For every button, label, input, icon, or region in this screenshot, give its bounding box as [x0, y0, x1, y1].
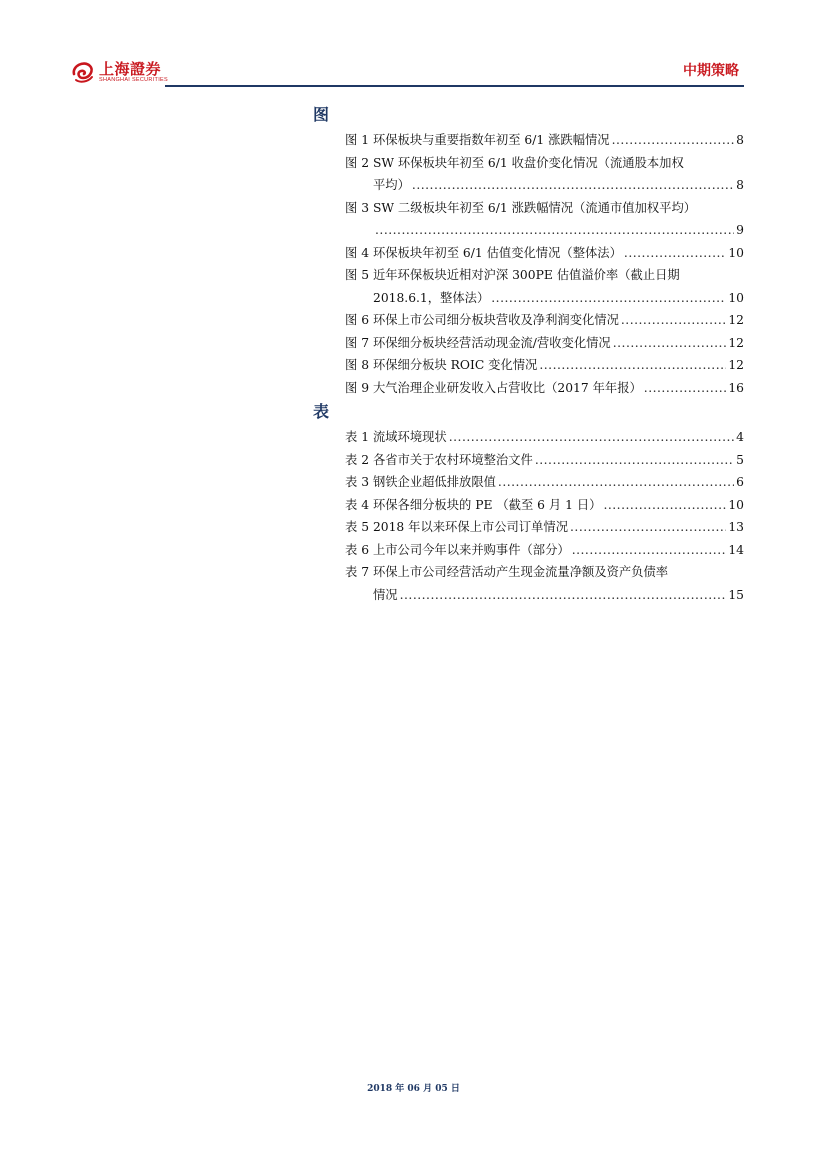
- figure-entry-title: 图 9 大气治理企业研发收入占营收比（2017 年年报）: [345, 380, 642, 395]
- figure-entry-title: 图 7 环保细分板块经营活动现金流/营收变化情况: [345, 335, 611, 350]
- table-page-number: 13: [728, 520, 744, 534]
- table-entry-line: [345, 584, 744, 607]
- dot-leader: [498, 471, 734, 494]
- figure-entry[interactable]: [345, 354, 744, 377]
- figure-entry[interactable]: [345, 242, 744, 265]
- figure-entry-title: 图 3 SW 二级板块年初至 6/1 涨跌幅情况（流通市值加权平均）: [345, 200, 697, 215]
- table-entry-title: 表 1 流域环境现状: [345, 430, 447, 444]
- figure-entry-title: 2018.6.1，整体法）: [373, 290, 490, 305]
- figure-entry-line: [345, 129, 744, 152]
- figure-entry-line: [345, 354, 744, 377]
- table-entry-line: [345, 426, 744, 449]
- table-entry-title: 表 3 钢铁企业超低排放限值: [345, 475, 496, 489]
- dot-leader: [375, 219, 734, 242]
- dot-leader: [613, 332, 727, 355]
- figure-entry-line: [345, 332, 744, 355]
- table-entry-title: 表 7 环保上市公司经营活动产生现金流量净额及资产负债率: [345, 565, 669, 579]
- table-entry[interactable]: [345, 561, 744, 606]
- dot-leader: [570, 516, 726, 539]
- table-entry[interactable]: [345, 494, 744, 517]
- dot-leader: [535, 449, 734, 472]
- dot-leader: [624, 242, 726, 265]
- figure-entry-title: 图 6 环保上市公司细分板块营收及净利润变化情况: [345, 313, 619, 327]
- figure-page-number: 8: [736, 133, 744, 147]
- figure-entry[interactable]: [345, 129, 744, 152]
- page-header: [0, 0, 827, 100]
- table-entry[interactable]: [345, 516, 744, 539]
- figure-entry[interactable]: [345, 309, 744, 332]
- dot-leader: [491, 287, 726, 310]
- figure-entry-line: [345, 197, 744, 220]
- figure-entry-line: [345, 219, 744, 242]
- figure-entry-line: [345, 152, 744, 175]
- figure-page-number: 10: [728, 290, 744, 305]
- table-entry[interactable]: [345, 471, 744, 494]
- figure-entry-title: 图 2 SW 环保板块年初至 6/1 收盘价变化情况（流通股本加权: [345, 155, 684, 170]
- header-divider: [165, 85, 744, 87]
- figure-page-number: 9: [736, 223, 744, 237]
- figure-entry-line: [345, 287, 744, 310]
- table-page-number: 5: [736, 452, 744, 467]
- table-entry[interactable]: [345, 426, 744, 449]
- figure-page-number: 12: [728, 358, 744, 372]
- dot-leader: [572, 539, 727, 562]
- table-entry-title: 表 6 上市公司今年以来并购事件（部分）: [345, 542, 570, 557]
- dot-leader: [612, 129, 735, 152]
- logo-english-name: SHANGHAI SECURITIES: [99, 76, 168, 83]
- figure-entry[interactable]: [345, 332, 744, 355]
- figure-entry-line: [345, 264, 744, 287]
- table-entry-title: 情况: [373, 587, 398, 602]
- figure-entry-line: [345, 174, 744, 197]
- figure-entry-line: [345, 242, 744, 265]
- table-page-number: 14: [728, 542, 744, 557]
- table-entry-line: [345, 494, 744, 517]
- figures-list: [314, 129, 744, 399]
- table-entry-line: [345, 561, 744, 584]
- figure-entry-title: 图 4 环保板块年初至 6/1 估值变化情况（整体法）: [345, 245, 622, 260]
- tables-list: [314, 426, 744, 606]
- table-entry-title: 表 2 各省市关于农村环境整治文件: [345, 452, 533, 467]
- figure-entry-line: [345, 377, 744, 400]
- figure-entry[interactable]: [345, 197, 744, 242]
- table-page-number: 10: [728, 497, 744, 512]
- figure-entry[interactable]: [345, 152, 744, 197]
- figure-page-number: 12: [728, 335, 744, 350]
- tables-heading: 表: [313, 402, 330, 421]
- figures-heading: 图: [313, 105, 330, 124]
- dot-leader: [449, 426, 734, 449]
- dot-leader: [539, 354, 726, 377]
- figure-entry[interactable]: [345, 377, 744, 400]
- logo-chinese-name: 上海證券: [99, 59, 162, 78]
- table-entry-line: [345, 449, 744, 472]
- company-logo: [70, 60, 168, 84]
- table-entry[interactable]: [345, 449, 744, 472]
- table-page-number: 6: [736, 475, 744, 489]
- report-type-title: 中期策略: [683, 63, 739, 79]
- dot-leader: [412, 174, 734, 197]
- table-entry-line: [345, 539, 744, 562]
- figure-page-number: 10: [728, 245, 744, 260]
- dot-leader: [400, 584, 727, 607]
- footer-date: 2018 年 06 月 05 日: [367, 1084, 460, 1094]
- figure-page-number: 12: [728, 313, 744, 327]
- figure-entry-title: 平均）: [373, 178, 410, 192]
- table-entry-line: [345, 516, 744, 539]
- figure-entry-title: 图 8 环保细分板块 ROIC 变化情况: [345, 358, 538, 372]
- figure-entry-title: 图 1 环保板块与重要指数年初至 6/1 涨跌幅情况: [345, 133, 610, 147]
- dot-leader: [603, 494, 726, 517]
- dot-leader: [621, 309, 726, 332]
- figure-entry-line: [345, 309, 744, 332]
- figure-entry-title: 图 5 近年环保板块近相对沪深 300PE 估值溢价率（截止日期: [345, 268, 680, 282]
- table-of-contents: [314, 104, 744, 606]
- swirl-logo-icon: [70, 60, 96, 84]
- table-entry-title: 表 4 环保各细分板块的 PE （截至 6 月 1 日）: [345, 497, 602, 512]
- table-entry[interactable]: [345, 539, 744, 562]
- table-entry-title: 表 5 2018 年以来环保上市公司订单情况: [345, 520, 569, 534]
- figure-page-number: 8: [736, 178, 744, 192]
- dot-leader: [644, 377, 727, 400]
- table-page-number: 4: [736, 430, 744, 444]
- figure-page-number: 16: [728, 380, 744, 395]
- table-entry-line: [345, 471, 744, 494]
- table-page-number: 15: [728, 587, 744, 602]
- figure-entry[interactable]: [345, 264, 744, 309]
